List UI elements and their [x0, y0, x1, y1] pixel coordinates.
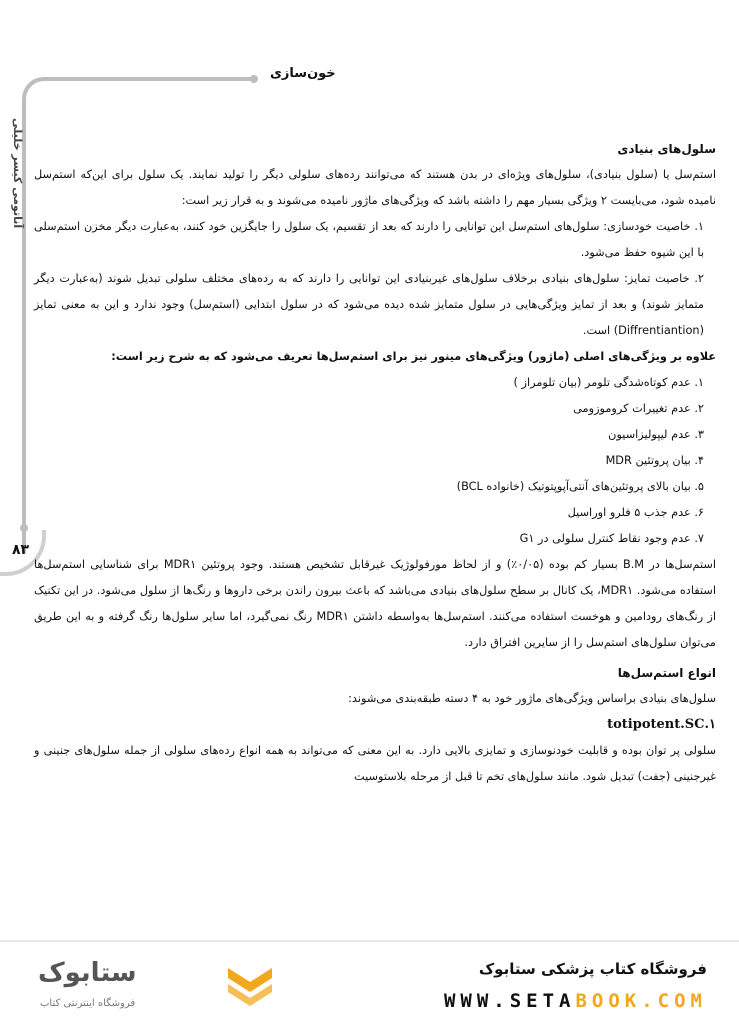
list-item: ۵. بیان بالای پروتئین‌های آنتی‌آپوپتوتیک (خانواده BCL)	[456, 480, 704, 493]
paragraph: سلول‌های بنیادی براساس ویژگی‌های ماژور خود به ۴ دسته طبقه‌بندی می‌شوند:	[348, 692, 716, 705]
list-item: ۲. خاصیت تمایز: سلول‌های بنیادی برخلاف سلول‌های غیربنیادی این توانایی را دارند که به رده‌های مختلف سلولی تبدیل شوند (به‌عبارت دیگر متمایز شوند) و بعد از تمایز ویژگی‌هایی در سلول متمایز شده دیده می‌شود که در سلول ابتدایی (استم‌سل) وجود ندارد و این به معنی تمایز (Diffrentiantion) است.	[34, 272, 704, 337]
section-heading: سلول‌های بنیادی	[617, 142, 716, 156]
logo-wordmark: ستابوک	[38, 958, 137, 988]
list-item: ۲. عدم تغییرات کروموزومی	[573, 402, 704, 415]
paragraph: استم‌سل‌ها در B.M بسیار کم بوده (۰/۰۵٪) و از لحاظ مورفولوژیک غیرقابل تشخیص هستند. وجود پروتئین MDR۱ برای شناسایی استم‌سل‌ها استفاده می‌شود. MDR۱، یک کانال بر سطح سلول‌های بنیادی می‌باشد که باعث بیرون راندن برخی داروها و رنگ‌ها از سلول می‌شود. در این تکنیک از رنگ‌های رودامین و هوخست استفاده می‌کنند. استم‌سل‌ها به‌واسطه داشتن MDR۱ رنگ نمی‌گیرد، اما سایر سلول‌ها رنگ گرفته و به این طریق می‌توان سلول‌های استم‌سل را از سایرین افتراق دارد.	[34, 558, 716, 649]
footer-divider	[0, 940, 739, 942]
url-part-a: WWW.SETA	[443, 990, 576, 1012]
logo-chevron-icon	[222, 954, 278, 1010]
frame-dot	[250, 75, 258, 83]
list-item: ۱. خاصیت خودسازی: سلول‌های استم‌سل این توانایی را دارند که بعد از تقسیم، یک سلول را جایگزین خود کنند، به‌عبارت دیگر مخزن استم‌سلی با این شیوه حفظ می‌شود.	[34, 220, 704, 259]
page-number: ۸۳	[12, 542, 30, 558]
list-item: ۳. عدم لیپولیزاسیون	[608, 428, 704, 441]
main-content	[34, 132, 716, 790]
footer	[0, 940, 739, 1024]
logo-tagline: فروشگاه اینترنتی کتاب	[40, 998, 136, 1009]
list-item: ۴. بیان پروتئین MDR	[605, 454, 704, 467]
list-item: ۱. عدم کوتاه‌شدگی تلومر (بیان تلومراز )	[513, 376, 704, 389]
paragraph: علاوه بر ویژگی‌های اصلی (ماژور) ویژگی‌های مینور نیز برای استم‌سل‌ها تعریف می‌شود که به شرح زیر است:	[111, 350, 716, 363]
chapter-title: خون‌سازی	[270, 66, 336, 81]
url-part-b: BOOK.COM	[575, 990, 707, 1012]
section-heading: انواع استم‌سل‌ها	[617, 666, 716, 680]
store-url	[444, 990, 707, 1012]
list-item: ۷. عدم وجود نقاط کنترل سلولی در G۱	[519, 532, 704, 545]
paragraph: سلولی پر توان بوده و قابلیت خودنوسازی و تمایزی بالایی دارد. به این معنی که می‌تواند به همه انواع رده‌های سلولی از جمله سلول‌های جنینی و غیرجنینی (جفت) تبدیل شود. مانند سلول‌های تخم تا قبل از مرحله بلاستوسیت	[34, 744, 716, 783]
paragraph: ۱.totipotent.SC	[607, 717, 716, 732]
side-book-title: آناتومی کیسر خلیلی	[11, 117, 24, 228]
paragraph: استم‌سل یا (سلول بنیادی)، سلول‌های ویژه‌ای در بدن هستند که می‌توانند رده‌های سلولی دیگر را تولید نمایند. یک سلول برای این‌که استم‌سل نامیده شود، می‌بایست ۲ ویژگی بسیار مهم را داشته باشد که ویژگی‌های ماژور نامیده می‌شوند و به قرار زیر است:	[34, 168, 716, 207]
frame-top-line	[44, 77, 254, 81]
list-item: ۶. عدم جذب ۵ فلرو اوراسیل	[567, 506, 704, 519]
store-name: فروشگاه کتاب پزشکی ستابوک	[478, 960, 707, 978]
